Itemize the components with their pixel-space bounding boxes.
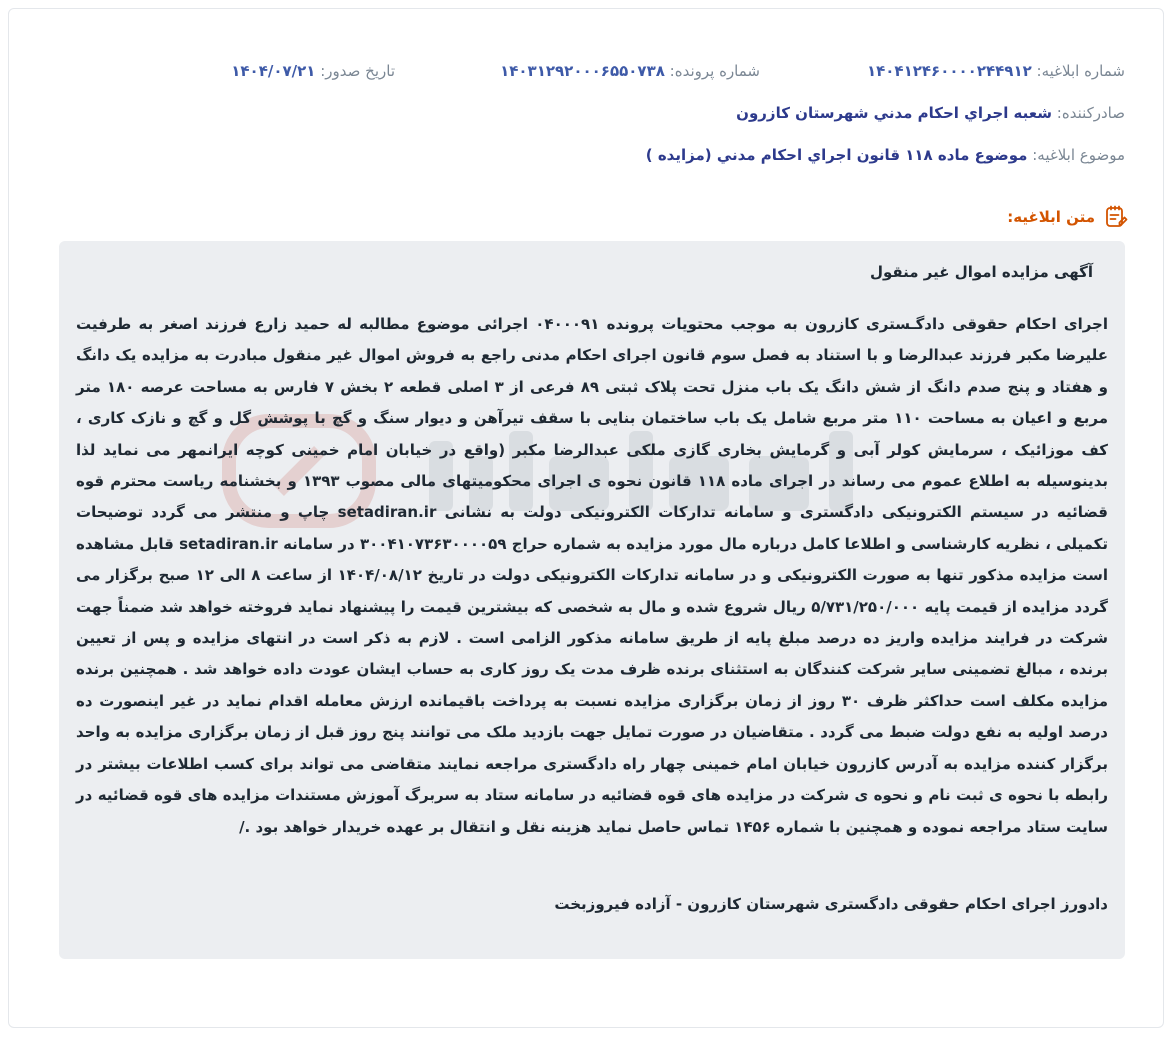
notice-body: اجرای احکام حقوقی دادگـستری کازرون به موجب محتویات پرونده ۰۴۰۰۰۹۱ اجرائی موضوع مطالبه له حمید زارع فرزند اصغر به طرفیت علیرضا مکبر فرزند عبدالرضا و با استناد به فصل سوم قانون اجرای احکام مدنی راجع به فروش اموال غیر منقول مبادرت به مزایده یک دانگ و هفتاد و پنج صدم دانگ از شش دانگ یک باب منزل تحت پلاک ثبتی ۸۹ فرعی از ۳ اصلی قطعه ۲ بخش ۷ فارس به مساحت عرصه ۱۸۰ متر مربع و اعیان به مساحت ۱۱۰ متر مربع شامل یک باب ساختمان بنایی با سقف تیرآهن و دیوار سنگ و گچ با پوشش گل و گچ و نازک کاری ، کف موزائیک ، سرمایش کولر آبی و گرمایش بخاری گازی ملکی عبدالرضا مکبر (واقع در خیابان امام خمینی کوچه ایرانمهر می نماید لذا بدینوسیله به اطلاع عموم می رساند در اجرای ماده ۱۱۸ قانون نحوه ی اجرای محکومیتهای مالی مصوب ۱۳۹۳ و بخشنامه ریاست محترم قوه قضائیه در سیستم الکترونیکی دادگستری و سامانه تدارکات الکترونیکی دولت به نشانی setadiran.ir چاپ و منتشر می گردد توضیحات تکمیلی ، نظریه کارشناسی و اطلاعا کامل درباره مال مورد مزایده به شماره حراج ۳۰۰۴۱۰۷۳۶۳۰۰۰۰۵۹ در سامانه setadiran.ir قابل مشاهده است مزایده مذکور تنها به صورت الکترونیکی و در سامانه تدارکات الکترونیکی دولت در تاریخ ۱۴۰۴/۰۸/۱۲ از ساعت ۸ الی ۱۲ صبح برگزار می گردد مزایده از قیمت پایه ۵/۷۳۱/۲۵۰/۰۰۰ ریال شروع شده و مال به شخصی که بیشترین قیمت را پیشنهاد نماید فروخته خواهد شد ضمناً جهت شرکت در فرایند مزایده واریز ده درصد مبلغ پایه از طریق سامانه مذکور الزامی است . لازم به ذکر است در انتهای مزایده و پس از تعیین برنده ، مبالغ تضمینی سایر شرکت کنندگان به استثنای برنده ظرف مدت یک روز کاری به حساب ایشان عودت داده خواهد شد . همچنین برنده مزایده مکلف است حداکثر ظرف ۳۰ روز از زمان برگزاری مزایده نسبت به پرداخت باقیمانده ارزش معامله اقدام نماید در غیر اینصورت ده درصد اولیه به نفع دولت ضبط می گردد . متقاضیان در صورت تمایل جهت بازدید ملک می توانند پنج روز قبل از زمان برگزاری مزایده به واحد برگزار کننده مزایده به آدرس کازرون خیابان امام خمینی چهار راه دادگستری مراجعه نمایند متقاضی می تواند برای کسب اطلاعات بیشتر در رابطه با نحوه ی ثبت نام و نحوه ی شرکت در مزایده های قوه قضائیه در سامانه ستاد به سربرگ آموزش مستندات مزایده های قوه قضائیه در سایت ستاد مراجعه نموده و همچنین با شماره ۱۴۵۶ تماس حاصل نماید هزینه نقل و انتقال بر عهده خریدار خواهد بود ./ <box>76 315 1109 836</box>
issue-date <box>231 59 395 83</box>
subject-label: موضوع ابلاغیه: <box>1032 146 1125 164</box>
notice-title: آگهی مزایده اموال غیر منقول <box>869 263 1093 281</box>
notice-number-label: شماره ابلاغیه: <box>1036 62 1125 80</box>
notice-card <box>8 8 1164 1028</box>
issue-date-value: ۱۴۰۴/۰۷/۲۱ <box>231 62 316 80</box>
case-number <box>500 59 760 83</box>
subject <box>646 143 1125 167</box>
meta-row-subject <box>47 143 1125 167</box>
meta-row-issuer <box>47 101 1125 125</box>
issuer-label: صادرکننده: <box>1056 104 1125 122</box>
issuer <box>736 101 1125 125</box>
notice-content-box <box>59 241 1125 959</box>
document-edit-icon <box>1103 204 1129 230</box>
case-number-value: ۱۴۰۳۱۲۹۲۰۰۰۶۵۵۰۷۳۸ <box>500 62 665 80</box>
notice-signature: دادورز اجرای احکام حقوقی دادگستری شهرستان کازرون - آزاده فیروزبخت <box>554 895 1108 913</box>
notice-number-value: ۱۴۰۴۱۲۴۶۰۰۰۰۲۴۴۹۱۲ <box>866 62 1032 80</box>
meta-row-numbers <box>47 59 1125 83</box>
case-number-label: شماره پرونده: <box>669 62 760 80</box>
issue-date-label: تاریخ صدور: <box>320 62 395 80</box>
subject-value: موضوع ماده ۱۱۸ قانون اجراي احكام مدني (مزايده ) <box>645 146 1028 164</box>
notice-text-heading <box>1007 203 1129 231</box>
notice-number <box>867 59 1125 83</box>
issuer-value: شعبه اجراي احكام مدني شهرستان كازرون <box>736 104 1052 122</box>
notice-text-heading-label: متن ابلاغیه: <box>1007 208 1095 226</box>
